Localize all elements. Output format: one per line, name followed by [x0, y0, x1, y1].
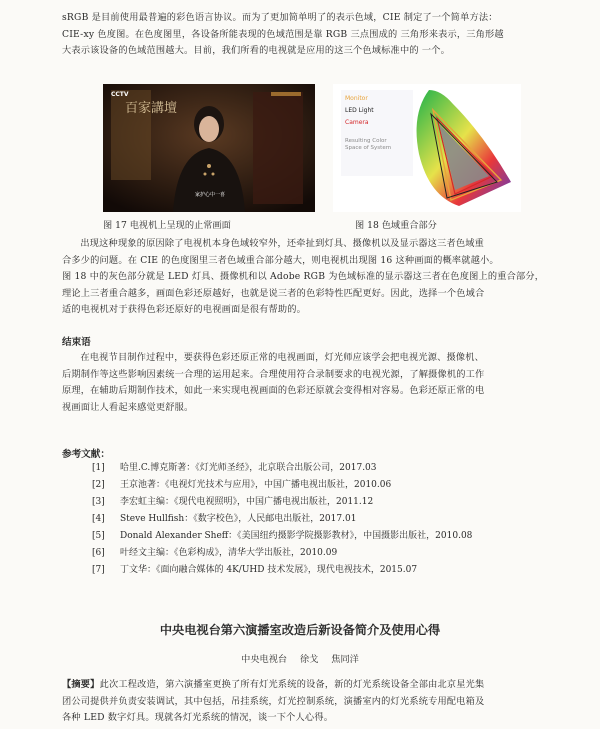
conclusion-line: 视画面让人看起来感觉更舒服。: [62, 401, 194, 413]
intro-paragraph: [62, 10, 552, 60]
conclusion-paragraph: [62, 350, 552, 416]
body-line: 理论上三者重合越多，画面色彩还原越好，也就是说三者的色彩特性匹配更好。因此，选择一个色域合: [62, 287, 485, 299]
intro-line: sRGB 是目前使用最普遍的彩色语言协议。而为了更加简单明了的表示色域，CIE 制定了一个简单方法：: [62, 12, 498, 23]
reference-item: [5] Donald Alexander Sheff：《美国纽约摄影学院摄影教材》，中国摄影出版社，2010.08: [92, 531, 473, 541]
body-paragraph: [62, 236, 552, 319]
tv-subtitle: 家护心中一喜: [195, 192, 226, 198]
intro-line: CIE-xy 色度图。在色度图里，各设备所能表现的色域范围是靠 RGB 三点围成的 三角形来表示，三角形越: [62, 28, 504, 40]
conclusion-line: 在电视节目制作过程中，要获得色彩还原正常的电视画面，灯光师应该学会把电视光源、摄像机、: [80, 352, 485, 363]
reference-item: [2] 王京池著：《电视灯光技术与应用》，中国广播电视出版社，2010.06: [92, 480, 392, 490]
abstract-line: 此次工程改造，第六演播室更换了所有灯光系统的设备，新的灯光系统设备全部由北京星光集: [99, 679, 485, 690]
reference-item: [4] Steve Hullfish：《数字校色》，人民邮电出版社，2017.01: [92, 514, 357, 524]
abstract-paragraph: [62, 677, 552, 727]
abstract-label: 【摘要】: [62, 679, 100, 690]
conclusion-line: 后期制作等这些影响因素统一合理的运用起来。合理使用符合录制要求的电视光源，了解摄像机的工作: [62, 368, 485, 380]
body-line: 合多少的问题。在 CIE 的色度图里三者色域重合部分越大，则电视机出现图 16 这种画面的概率就越小。: [62, 254, 499, 266]
body-line: 图 18 中的灰色部分就是 LED 灯具、摄像机和以 Adobe RGB 为色域标准的显示器这三者在色度图上的重合部分，: [62, 271, 545, 282]
legend-resulting: Resulting Color Space of System: [345, 138, 392, 151]
intro-line: 大表示该设备的色域范围越大。目前，我们所看的电视就是应用的这三个色域标准中的 一个。: [62, 45, 451, 56]
conclusion-line: 原理，在辅助后期制作技术，如此一来实现电视画面的色彩还原就会变得相对容易。色彩还原正常的电: [62, 385, 485, 396]
reference-item: [7] 丁文华：《面向融合媒体的 4K/UHD 技术发展》，现代电视技术，2015.07: [92, 565, 418, 575]
figure-17-tv-image: [103, 84, 315, 212]
banner-text: 百家講壇: [125, 101, 178, 116]
figure-18-caption: 图 18 色域重合部分: [355, 220, 437, 231]
conclusion-heading: 结束语: [62, 337, 91, 348]
legend-led-light: LED Light: [345, 107, 374, 114]
article-authors: 中央电视台 徐戈 焦同洋: [241, 654, 359, 665]
body-line: 适的电视机对于获得色彩还原好的电视画面是很有帮助的。: [62, 304, 307, 315]
article-title: 中央电视台第六演播室改造后新设备简介及使用心得: [159, 623, 441, 637]
body-line: 出现这种现象的原因除了电视机本身色域较窄外，还牵扯到灯具、摄像机以及显示器这三者色域重: [80, 238, 485, 249]
reference-item: [6] 叶经文主编：《色彩构成》，清华大学出版社，2010.09: [92, 548, 338, 558]
abstract-line: 各种 LED 数字灯具。现就各灯光系统的情况，谈一下个人心得。: [62, 712, 334, 723]
cctv-logo: CCTV: [111, 91, 129, 98]
reference-item: [1] 哈里.C.博克斯著：《灯光师圣经》，北京联合出版公司，2017.03: [92, 463, 377, 473]
reference-item: [3] 李宏虹主编：《现代电视照明》，中国广播电视出版社，2011.12: [92, 497, 374, 507]
figure-17-caption: 图 17 电视机上呈现的止常画面: [103, 220, 231, 231]
legend-monitor: Monitor: [345, 95, 368, 102]
legend-camera: Camera: [345, 119, 369, 126]
figure-18-gamut-diagram: [333, 84, 521, 212]
abstract-line: 团公司提供并负责安装调试，其中包括，吊挂系统，灯光控制系统，演播室内的灯光系统专用配电箱及: [62, 695, 485, 707]
references-heading: 参考文献：: [62, 449, 110, 460]
